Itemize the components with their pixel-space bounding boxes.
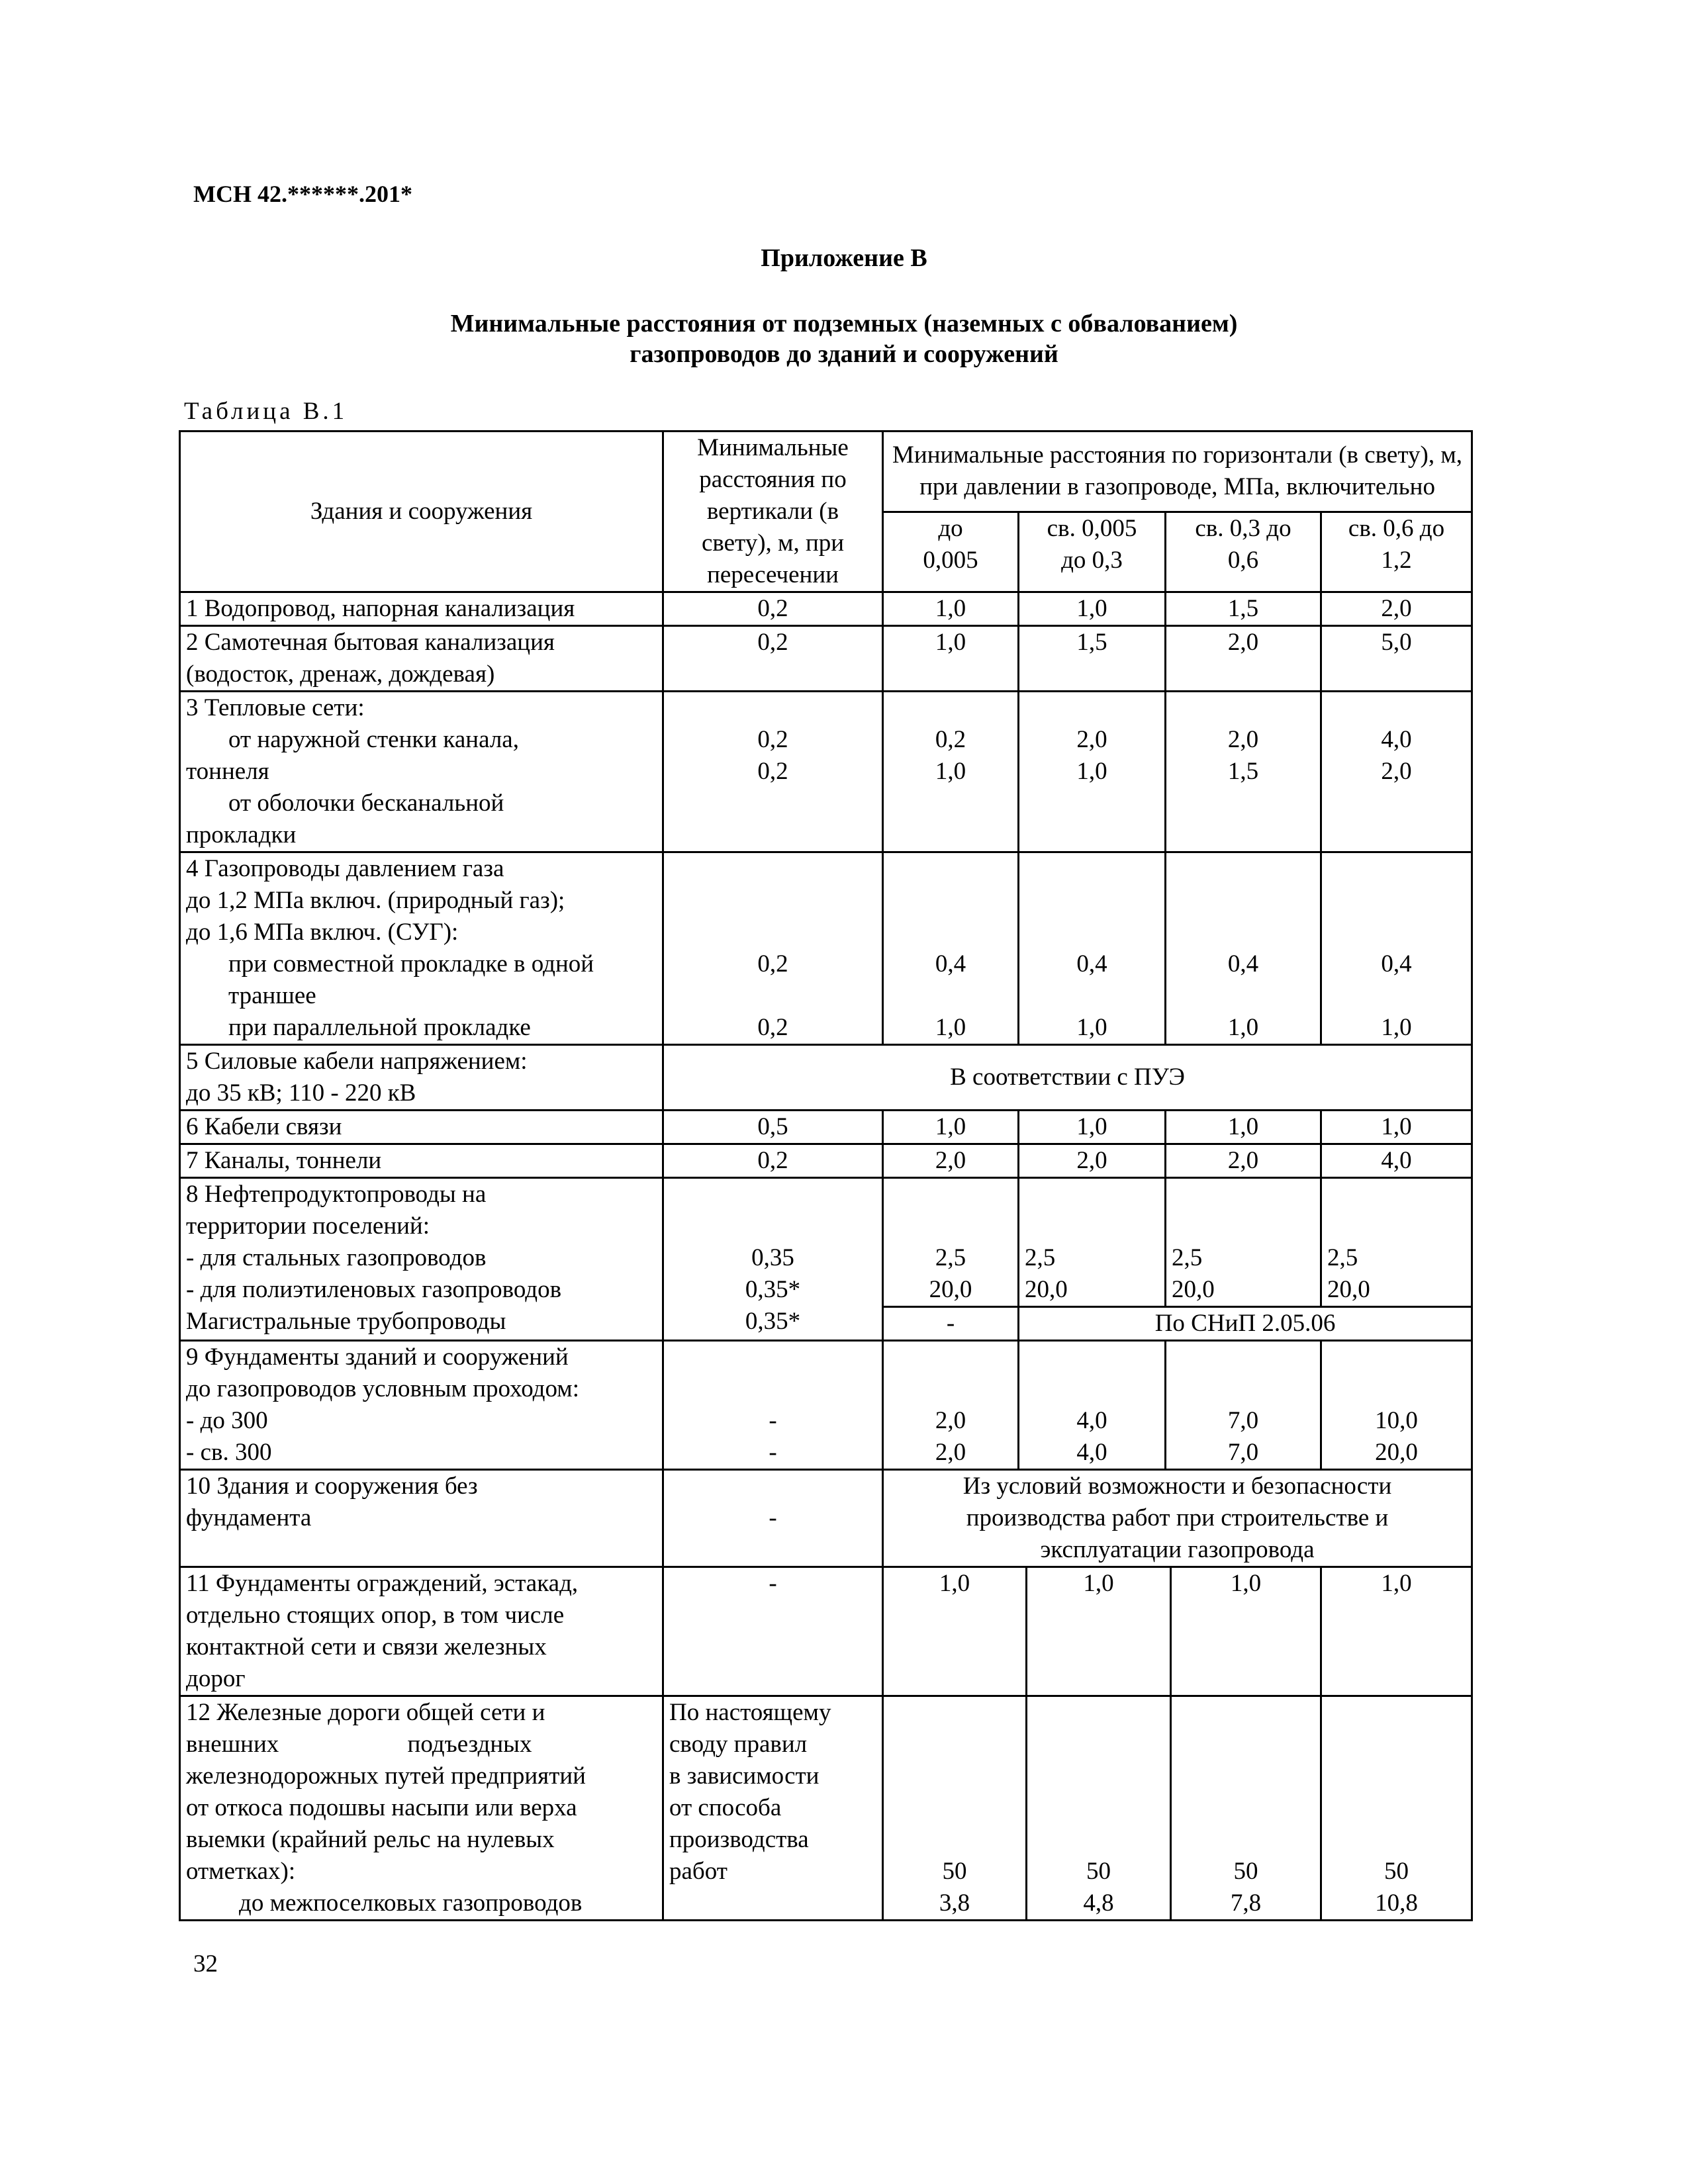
header-text: до <box>938 514 963 542</box>
cell-value: 20,0 <box>1172 1276 1215 1303</box>
spacer <box>1172 885 1315 917</box>
row-label-line: до 1,2 МПа включ. (природный газ); <box>186 887 565 914</box>
row-label-line: тоннеля <box>186 758 269 785</box>
spacer <box>1025 917 1159 948</box>
table-header-row <box>180 432 1472 512</box>
table-row <box>180 1045 1472 1111</box>
cell-p3 <box>1166 852 1321 1045</box>
spacer <box>1172 853 1315 885</box>
cell-value: 0,35* <box>745 1308 801 1335</box>
cell-value: 20,0 <box>1025 1276 1068 1303</box>
cell-p2: 2,0 <box>1019 1144 1166 1178</box>
cell-p4: 2,0 <box>1321 592 1472 626</box>
spacer <box>889 1179 1012 1210</box>
cell-value: 50 <box>942 1858 967 1885</box>
spacer <box>1327 853 1466 885</box>
spacer <box>1033 1824 1164 1856</box>
cell-vertical <box>663 1178 883 1341</box>
cell-note-line: эксплуатации газопровода <box>1040 1536 1315 1563</box>
cell-vertical: 0,2 <box>663 592 883 626</box>
cell-p4: 4,0 <box>1321 1144 1472 1178</box>
cell-note: В соответствии с ПУЭ <box>663 1045 1472 1111</box>
cell-text-line: По настоящему <box>669 1699 831 1726</box>
cell-p4 <box>1321 1178 1472 1307</box>
spacer <box>669 885 876 917</box>
spacer <box>669 692 876 724</box>
header-text: до 0,3 <box>1061 546 1123 574</box>
spacer <box>1177 1824 1315 1856</box>
cell-value: 1,0 <box>1076 758 1107 785</box>
row-label-line: 4 Газопроводы давлением газа <box>186 855 504 882</box>
spacer <box>669 1373 876 1405</box>
row-label-line: дорог <box>186 1665 246 1692</box>
cell-text-line: своду правил <box>669 1731 808 1758</box>
row-label-line: фундамента <box>186 1504 312 1531</box>
cell-value: 50 <box>1086 1858 1111 1885</box>
header-horizontal: Минимальные расстояния по горизонтали (в свету), м, при давлении в газопроводе, МПа, включительно <box>883 432 1472 512</box>
row-label-line: контактной сети и связи железных <box>186 1633 547 1661</box>
table-caption: Таблица В.1 <box>184 398 348 425</box>
spacer <box>1327 1342 1466 1373</box>
cell-value: 1,0 <box>1076 1014 1107 1041</box>
spacer <box>1025 1210 1159 1242</box>
cell-value: 7,0 <box>1227 1407 1259 1434</box>
row-label: 1 Водопровод, напорная канализация <box>180 592 663 626</box>
table-row <box>180 1696 1472 1921</box>
cell-p2 <box>1019 692 1166 852</box>
table-row <box>180 692 1472 852</box>
row-label-line: прокладки <box>186 821 297 848</box>
spacer <box>1327 1824 1466 1856</box>
cell-value: 0,2 <box>757 950 788 978</box>
cell-p2 <box>1019 1341 1166 1470</box>
row-label-line: 8 Нефтепродуктопроводы на <box>186 1181 487 1208</box>
table-row <box>180 1144 1472 1178</box>
cell-vertical <box>663 852 883 1045</box>
spacer <box>889 1210 1012 1242</box>
cell-p1: - <box>883 1307 1019 1341</box>
spacer <box>1025 1373 1159 1405</box>
cell-p4: 1,0 <box>1321 1567 1472 1696</box>
row-label-line: железнодорожных путей предприятий <box>186 1762 586 1790</box>
cell-value: 0,35 <box>751 1244 794 1271</box>
spacer <box>889 1697 1020 1729</box>
cell-vertical <box>663 692 883 852</box>
cell-p3 <box>1166 1178 1321 1307</box>
row-label-line: от наружной стенки канала, <box>228 726 519 753</box>
header-buildings: Здания и сооружения <box>180 432 663 592</box>
row-label <box>180 1045 663 1111</box>
row-label-line: отдельно стоящих опор, в том числе <box>186 1602 565 1629</box>
cell-value: 4,8 <box>1083 1889 1114 1917</box>
row-label <box>180 852 663 1045</box>
row-label-line: до 35 кВ; 110 - 220 кВ <box>186 1079 416 1107</box>
spacer <box>1327 1729 1466 1760</box>
cell-value: - <box>769 1407 777 1434</box>
row-label-line: Магистральные трубопроводы <box>186 1308 506 1335</box>
table-row <box>180 1178 1472 1307</box>
cell-value: 2,5 <box>1172 1244 1203 1271</box>
row-label-line: до межпоселковых газопроводов <box>239 1889 583 1917</box>
row-label-line: до 1,6 МПа включ. (СУГ): <box>186 919 459 946</box>
row-label <box>180 1470 663 1567</box>
row-label-line: 11 Фундаменты ограждений, эстакад, <box>186 1570 579 1597</box>
cell-value: 4,0 <box>1381 726 1412 753</box>
spacer <box>1172 692 1315 724</box>
row-label-line: 3 Тепловые сети: <box>186 694 365 721</box>
table-row <box>180 626 1472 692</box>
cell-value: 3,8 <box>939 1889 970 1917</box>
row-label <box>180 692 663 852</box>
cell-value: 2,0 <box>935 1439 966 1466</box>
table-row <box>180 592 1472 626</box>
spacer <box>669 1179 876 1210</box>
cell-p1: 1,0 <box>883 592 1019 626</box>
spacer <box>1327 1760 1466 1792</box>
cell-value: 0,4 <box>1076 950 1107 978</box>
cell-p1 <box>883 1341 1019 1470</box>
cell-value: 10,8 <box>1375 1889 1418 1917</box>
appendix-title: Приложение В <box>761 244 927 272</box>
header-text: 0,6 <box>1227 546 1259 574</box>
cell-p2: 1,0 <box>1019 1111 1166 1144</box>
table-row <box>180 1111 1472 1144</box>
cell-p3: 1,5 <box>1166 592 1321 626</box>
table-row <box>180 852 1472 1045</box>
row-label <box>180 1567 663 1696</box>
cell-note <box>883 1470 1472 1567</box>
cell-value: 1,0 <box>935 1014 966 1041</box>
cell-value: - <box>769 1439 777 1466</box>
header-pressure-1 <box>883 512 1019 592</box>
row-label-line: от оболочки бесканальной <box>228 790 504 817</box>
section-heading <box>199 308 1489 369</box>
cell-p2 <box>1019 1178 1166 1307</box>
row-label-line: выемки (крайний рельс на нулевых <box>186 1826 555 1853</box>
cell-note-line: Из условий возможности и безопасности <box>962 1473 1392 1500</box>
spacer <box>669 1210 876 1242</box>
cell-p2: 1,0 <box>1027 1567 1171 1696</box>
header-text: 1,2 <box>1381 546 1412 574</box>
header-text: св. 0,005 <box>1047 514 1137 542</box>
spacer <box>1327 1373 1466 1405</box>
cell-p3: 1,0 <box>1166 1111 1321 1144</box>
cell-value: 0,4 <box>1381 950 1412 978</box>
spacer <box>1327 885 1466 917</box>
cell-vertical: 0,2 <box>663 1144 883 1178</box>
spacer <box>1025 692 1159 724</box>
spacer <box>1327 1179 1466 1210</box>
header-pressure-3 <box>1166 512 1321 592</box>
spacer <box>1327 980 1466 1012</box>
row-label-line: при параллельной прокладке <box>228 1014 531 1041</box>
spacer <box>1025 1179 1159 1210</box>
row-label-line: при совместной прокладке в одной <box>228 950 594 978</box>
row-label-line: внешних подъездных <box>186 1731 532 1758</box>
cell-p4 <box>1321 852 1472 1045</box>
cell-text-line: в зависимости <box>669 1762 820 1790</box>
row-label <box>180 1341 663 1470</box>
row-label-line: от откоса подошвы насыпи или верха <box>186 1794 577 1821</box>
spacer <box>1327 692 1466 724</box>
spacer <box>1172 1179 1315 1210</box>
cell-value: 2,5 <box>1327 1244 1358 1271</box>
cell-p1: 1,0 <box>883 626 1019 692</box>
row-label-line: 5 Силовые кабели напряжением: <box>186 1048 528 1075</box>
cell-p4 <box>1321 692 1472 852</box>
cell-vertical: - <box>663 1567 883 1696</box>
spacer <box>669 853 876 885</box>
cell-value: 2,0 <box>1227 726 1259 753</box>
header-pressure-4 <box>1321 512 1472 592</box>
spacer <box>1025 853 1159 885</box>
cell-p2: 1,0 <box>1019 592 1166 626</box>
spacer <box>889 1373 1012 1405</box>
heading-line: газопроводов до зданий и сооружений <box>630 340 1058 368</box>
header-vertical: Минимальные расстояния по вертикали (в свету), м, при пересечении <box>663 432 883 592</box>
cell-value: 0,4 <box>935 950 966 978</box>
cell-value: 1,0 <box>1381 1014 1412 1041</box>
cell-value: 2,5 <box>935 1244 966 1271</box>
cell-p4 <box>1321 1696 1472 1921</box>
cell-vertical: 0,2 <box>663 626 883 692</box>
header-text: св. 0,6 до <box>1348 514 1445 542</box>
cell-value: 0,2 <box>757 726 788 753</box>
spacer <box>1172 1210 1315 1242</box>
cell-p1: 1,0 <box>883 1111 1019 1144</box>
spacer <box>1327 1792 1466 1824</box>
spacer <box>1172 980 1315 1012</box>
spacer <box>1172 1373 1315 1405</box>
cell-vertical <box>663 1696 883 1921</box>
row-label-line: траншее <box>228 982 316 1009</box>
row-label-line: - св. 300 <box>186 1439 272 1466</box>
row-label-line: - для полиэтиленовых газопроводов <box>186 1276 562 1303</box>
cell-text-line: работ <box>669 1858 727 1885</box>
spacer <box>889 917 1012 948</box>
page-number: 32 <box>193 1950 218 1978</box>
spacer <box>1172 1342 1315 1373</box>
spacer <box>1177 1792 1315 1824</box>
spacer <box>889 1824 1020 1856</box>
spacer <box>889 1792 1020 1824</box>
header-text: св. 0,3 до <box>1195 514 1291 542</box>
spacer <box>1177 1760 1315 1792</box>
spacer <box>889 692 1012 724</box>
row-label: 6 Кабели связи <box>180 1111 663 1144</box>
cell-p3: 1,0 <box>1171 1567 1321 1696</box>
cell-value: 4,0 <box>1076 1407 1107 1434</box>
row-label-line: (водосток, дренаж, дождевая) <box>186 660 495 688</box>
cell-value: 7,8 <box>1230 1889 1262 1917</box>
spacer <box>1177 1729 1315 1760</box>
cell-p4 <box>1321 1341 1472 1470</box>
cell-text-line: от способа <box>669 1794 782 1821</box>
cell-value: 0,2 <box>757 758 788 785</box>
cell-p1 <box>883 1178 1019 1307</box>
cell-p3 <box>1166 692 1321 852</box>
spacer <box>669 980 876 1012</box>
cell-value: 2,0 <box>1076 726 1107 753</box>
spacer <box>669 1342 876 1373</box>
cell-vertical <box>663 1341 883 1470</box>
cell-note-line: производства работ при строительстве и <box>966 1504 1389 1531</box>
cell-p2 <box>1027 1696 1171 1921</box>
cell-value: 2,5 <box>1025 1244 1056 1271</box>
table-row <box>180 1567 1472 1696</box>
row-label-line: отметках): <box>186 1858 296 1885</box>
row-label-line: 12 Железные дороги общей сети и <box>186 1699 545 1726</box>
cell-text-line: производства <box>669 1826 809 1853</box>
spacer <box>1025 1342 1159 1373</box>
cell-p1: 1,0 <box>883 1567 1027 1696</box>
row-label-line: территории поселений: <box>186 1212 430 1240</box>
cell-p3: 2,0 <box>1166 1144 1321 1178</box>
spacer <box>1327 917 1466 948</box>
cell-vertical: 0,5 <box>663 1111 883 1144</box>
cell-value: 0,2 <box>757 1014 788 1041</box>
cell-value: 2,0 <box>1381 758 1412 785</box>
spacer <box>1033 1729 1164 1760</box>
cell-vertical: - <box>663 1470 883 1567</box>
row-label <box>180 1178 663 1341</box>
row-label-line: 10 Здания и сооружения без <box>186 1473 478 1500</box>
cell-value: 4,0 <box>1076 1439 1107 1466</box>
document-code: МСН 42.******.201* <box>193 181 412 207</box>
cell-p3 <box>1171 1696 1321 1921</box>
spacer <box>1172 917 1315 948</box>
cell-value: 0,2 <box>935 726 966 753</box>
row-label <box>180 626 663 692</box>
row-label-line: до газопроводов условным проходом: <box>186 1375 579 1402</box>
cell-value: 7,0 <box>1227 1439 1259 1466</box>
spacer <box>889 1342 1012 1373</box>
row-label-line: - до 300 <box>186 1407 268 1434</box>
cell-p3: 2,0 <box>1166 626 1321 692</box>
row-label-line: 2 Самотечная бытовая канализация <box>186 629 555 656</box>
cell-value: 2,0 <box>935 1407 966 1434</box>
cell-value: 50 <box>1384 1858 1409 1885</box>
cell-value: 10,0 <box>1375 1407 1418 1434</box>
cell-value: 1,0 <box>1227 1014 1259 1041</box>
heading-line: Минимальные расстояния от подземных (наземных с обвалованием) <box>450 310 1238 338</box>
row-label-line: 9 Фундаменты зданий и сооружений <box>186 1343 569 1371</box>
header-pressure-2 <box>1019 512 1166 592</box>
cell-value: 50 <box>1233 1858 1258 1885</box>
cell-p1 <box>883 1696 1027 1921</box>
row-label-line: - для стальных газопроводов <box>186 1244 487 1271</box>
table-row <box>180 1341 1472 1470</box>
spacer <box>669 917 876 948</box>
row-label <box>180 1696 663 1921</box>
spacer <box>1327 1697 1466 1729</box>
cell-p3 <box>1166 1341 1321 1470</box>
cell-p2 <box>1019 852 1166 1045</box>
cell-value: 0,4 <box>1227 950 1259 978</box>
spacer <box>889 1729 1020 1760</box>
header-text: 0,005 <box>923 546 978 574</box>
spacer <box>889 980 1012 1012</box>
spacer <box>1025 980 1159 1012</box>
spacer <box>1033 1792 1164 1824</box>
cell-value: 20,0 <box>929 1276 972 1303</box>
cell-value: 20,0 <box>1327 1276 1370 1303</box>
spacer <box>889 853 1012 885</box>
cell-p1: 2,0 <box>883 1144 1019 1178</box>
cell-value: 1,0 <box>935 758 966 785</box>
spacer <box>1033 1760 1164 1792</box>
cell-value: 0,35* <box>745 1276 801 1303</box>
cell-p4: 1,0 <box>1321 1111 1472 1144</box>
distances-table <box>179 430 1473 1921</box>
cell-p1 <box>883 692 1019 852</box>
cell-value: 1,5 <box>1227 758 1259 785</box>
table-row <box>180 1470 1472 1567</box>
cell-note: По СНиП 2.05.06 <box>1019 1307 1472 1341</box>
cell-value: 20,0 <box>1375 1439 1418 1466</box>
spacer <box>1033 1697 1164 1729</box>
spacer <box>889 885 1012 917</box>
spacer <box>889 1760 1020 1792</box>
spacer <box>1327 1210 1466 1242</box>
cell-p4: 5,0 <box>1321 626 1472 692</box>
cell-p1 <box>883 852 1019 1045</box>
spacer <box>1177 1697 1315 1729</box>
row-label: 7 Каналы, тоннели <box>180 1144 663 1178</box>
spacer <box>1025 885 1159 917</box>
cell-p2: 1,5 <box>1019 626 1166 692</box>
